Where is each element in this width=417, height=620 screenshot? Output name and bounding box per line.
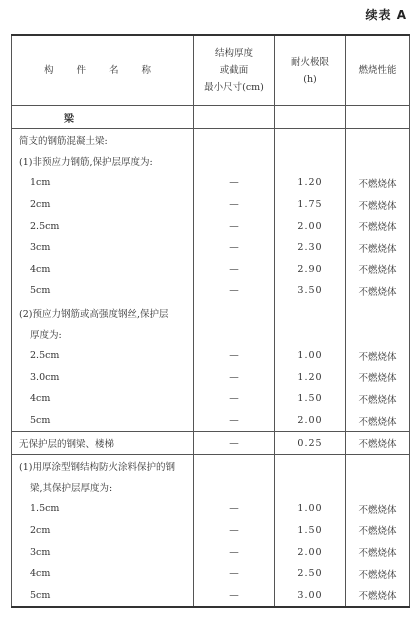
table-row xyxy=(12,584,410,607)
header-component-name xyxy=(12,35,194,106)
component-name-cell: 2cm xyxy=(12,520,194,542)
table-row xyxy=(12,563,410,585)
combustibility-cell: 不燃烧体 xyxy=(346,215,410,237)
min-dimension-cell: — xyxy=(194,520,275,542)
fire-resistance-cell: 1.50 xyxy=(275,520,346,542)
component-name-cell: 厚度为: xyxy=(12,323,194,345)
table-row xyxy=(12,151,410,173)
min-dimension-cell: — xyxy=(194,345,275,367)
table-row xyxy=(12,367,410,389)
header-min-dimension-line2: 或截面 xyxy=(219,65,249,76)
header-combustibility: 燃烧性能 xyxy=(346,35,410,106)
table-row xyxy=(12,432,410,455)
min-dimension-cell: — xyxy=(194,237,275,259)
table-row xyxy=(12,454,410,476)
section-cell xyxy=(275,106,346,129)
fire-resistance-cell: 1.20 xyxy=(275,172,346,194)
table-row xyxy=(12,280,410,302)
min-dimension-cell: — xyxy=(194,194,275,216)
table-row xyxy=(12,345,410,367)
component-name-cell: 3cm xyxy=(12,237,194,259)
combustibility-cell xyxy=(346,454,410,476)
table-caption: 续表 A xyxy=(365,8,407,22)
min-dimension-cell: — xyxy=(194,541,275,563)
combustibility-cell: 不燃烧体 xyxy=(346,280,410,302)
fire-resistance-cell: 3.50 xyxy=(275,280,346,302)
component-name-cell: 5cm xyxy=(12,280,194,302)
component-name-cell: 3.0cm xyxy=(12,367,194,389)
header-min-dimension xyxy=(194,35,275,106)
table-row xyxy=(12,388,410,410)
combustibility-cell: 不燃烧体 xyxy=(346,388,410,410)
combustibility-cell: 不燃烧体 xyxy=(346,367,410,389)
combustibility-cell: 不燃烧体 xyxy=(346,432,410,455)
component-name-cell: 4cm xyxy=(12,563,194,585)
table-header-row xyxy=(12,35,410,106)
section-row xyxy=(12,106,410,129)
table-row xyxy=(12,172,410,194)
combustibility-cell: 不燃烧体 xyxy=(346,498,410,520)
component-name-cell: 简支的钢筋混凝土梁: xyxy=(12,129,194,151)
min-dimension-cell: — xyxy=(194,432,275,455)
header-component-name-text: 构 件 名 称 xyxy=(43,65,162,76)
component-name-cell: 5cm xyxy=(12,410,194,432)
section-cell xyxy=(346,106,410,129)
table-row xyxy=(12,302,410,324)
min-dimension-cell: — xyxy=(194,280,275,302)
combustibility-cell xyxy=(346,302,410,324)
min-dimension-cell: — xyxy=(194,498,275,520)
header-min-dimension-line3: 最小尺寸(cm) xyxy=(204,82,264,93)
combustibility-cell: 不燃烧体 xyxy=(346,194,410,216)
combustibility-cell: 不燃烧体 xyxy=(346,172,410,194)
component-name-cell: 无保护层的钢梁、楼梯 xyxy=(12,432,194,455)
component-name-cell: 4cm xyxy=(12,388,194,410)
min-dimension-cell xyxy=(194,129,275,151)
fire-resistance-cell: 2.00 xyxy=(275,215,346,237)
fire-resistance-cell: 1.00 xyxy=(275,498,346,520)
fire-resistance-cell xyxy=(275,454,346,476)
min-dimension-cell xyxy=(194,323,275,345)
component-name-cell: (1)用厚涂型钢结构防火涂料保护的钢 xyxy=(12,454,194,476)
min-dimension-cell xyxy=(194,477,275,499)
min-dimension-cell xyxy=(194,151,275,173)
min-dimension-cell: — xyxy=(194,259,275,281)
min-dimension-cell xyxy=(194,454,275,476)
fire-resistance-cell xyxy=(275,151,346,173)
combustibility-cell: 不燃烧体 xyxy=(346,259,410,281)
table-row xyxy=(12,237,410,259)
combustibility-cell: 不燃烧体 xyxy=(346,563,410,585)
table-row xyxy=(12,498,410,520)
min-dimension-cell: — xyxy=(194,410,275,432)
component-name-cell: 2cm xyxy=(12,194,194,216)
fire-resistance-table xyxy=(11,34,410,608)
fire-resistance-cell: 2.00 xyxy=(275,410,346,432)
combustibility-cell xyxy=(346,323,410,345)
fire-resistance-cell xyxy=(275,302,346,324)
component-name-cell: 1.5cm xyxy=(12,498,194,520)
combustibility-cell: 不燃烧体 xyxy=(346,520,410,542)
table-row xyxy=(12,477,410,499)
component-name-cell: (2)预应力钢筋或高强度钢丝,保护层 xyxy=(12,302,194,324)
component-name-cell: 2.5cm xyxy=(12,215,194,237)
table-body xyxy=(12,106,410,608)
header-fire-resistance xyxy=(275,35,346,106)
table-row xyxy=(12,410,410,432)
table-row xyxy=(12,541,410,563)
component-name-cell: 3cm xyxy=(12,541,194,563)
table-row xyxy=(12,215,410,237)
component-name-cell: 5cm xyxy=(12,584,194,607)
min-dimension-cell: — xyxy=(194,367,275,389)
combustibility-cell: 不燃烧体 xyxy=(346,410,410,432)
table-row xyxy=(12,259,410,281)
fire-resistance-cell: 2.50 xyxy=(275,563,346,585)
fire-resistance-cell xyxy=(275,323,346,345)
fire-resistance-cell: 1.75 xyxy=(275,194,346,216)
combustibility-cell xyxy=(346,477,410,499)
section-cell xyxy=(194,106,275,129)
component-name-cell: 2.5cm xyxy=(12,345,194,367)
header-min-dimension-line1: 结构厚度 xyxy=(214,48,253,59)
combustibility-cell: 不燃烧体 xyxy=(346,237,410,259)
fire-resistance-cell: 2.30 xyxy=(275,237,346,259)
min-dimension-cell: — xyxy=(194,172,275,194)
min-dimension-cell: — xyxy=(194,215,275,237)
min-dimension-cell: — xyxy=(194,584,275,607)
fire-resistance-cell: 1.20 xyxy=(275,367,346,389)
fire-resistance-cell: 2.00 xyxy=(275,541,346,563)
table-row xyxy=(12,194,410,216)
fire-resistance-cell: 2.90 xyxy=(275,259,346,281)
component-name-cell: 1cm xyxy=(12,172,194,194)
fire-resistance-cell: 1.00 xyxy=(275,345,346,367)
combustibility-cell xyxy=(346,151,410,173)
min-dimension-cell xyxy=(194,302,275,324)
fire-resistance-cell xyxy=(275,477,346,499)
table-row xyxy=(12,129,410,151)
fire-resistance-cell: 3.00 xyxy=(275,584,346,607)
component-name-cell: 梁,其保护层厚度为: xyxy=(12,477,194,499)
combustibility-cell: 不燃烧体 xyxy=(346,584,410,607)
fire-resistance-cell: 1.50 xyxy=(275,388,346,410)
combustibility-cell: 不燃烧体 xyxy=(346,541,410,563)
header-fire-resistance-line1: 耐火极限 xyxy=(290,56,329,68)
min-dimension-cell: — xyxy=(194,388,275,410)
min-dimension-cell: — xyxy=(194,563,275,585)
table-row xyxy=(12,323,410,345)
component-name-cell: 4cm xyxy=(12,259,194,281)
fire-resistance-cell: 0.25 xyxy=(275,432,346,455)
table-row xyxy=(12,520,410,542)
fire-resistance-cell xyxy=(275,129,346,151)
combustibility-cell xyxy=(346,129,410,151)
header-fire-resistance-line2: (h) xyxy=(303,73,317,85)
combustibility-cell: 不燃烧体 xyxy=(346,345,410,367)
component-name-cell: (1)非预应力钢筋,保护层厚度为: xyxy=(12,151,194,173)
section-title: 梁 xyxy=(12,106,194,129)
